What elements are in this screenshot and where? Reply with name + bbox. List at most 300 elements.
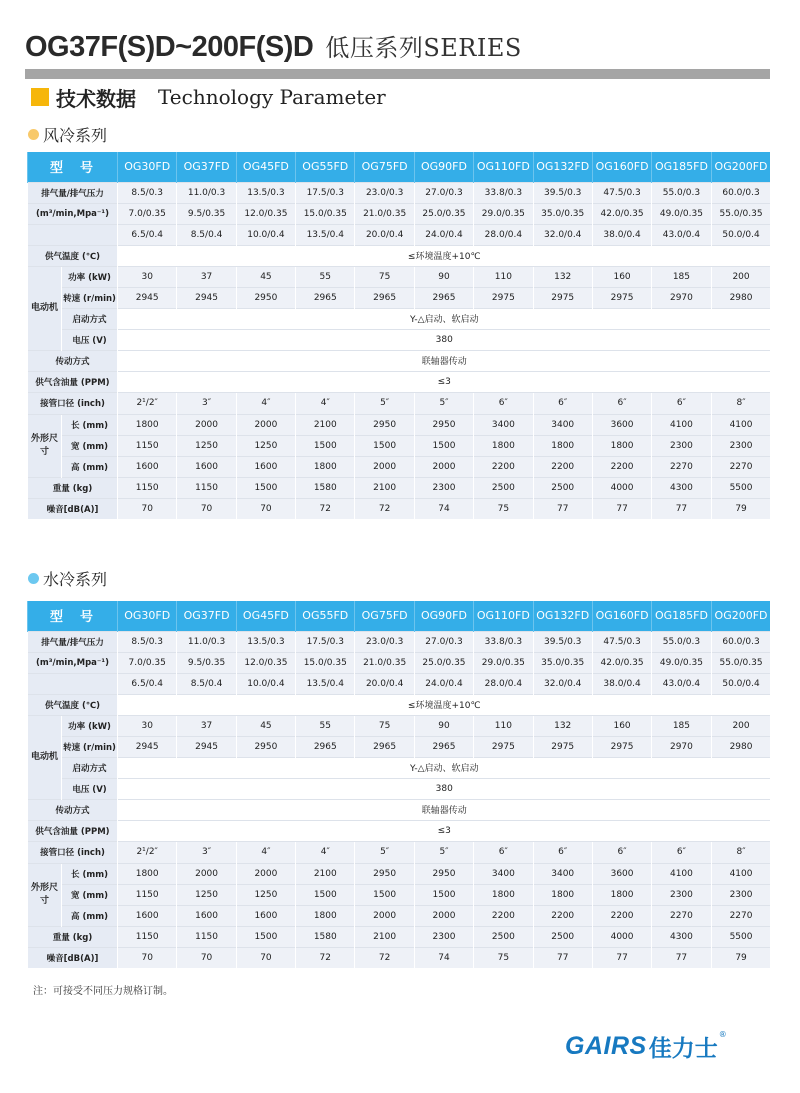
table-row — [28, 182, 771, 203]
dims-label: 外形尺寸 — [28, 863, 62, 926]
section-heading — [31, 84, 386, 110]
width-cell: 2300 — [711, 435, 770, 456]
power-cell: 30 — [118, 266, 177, 287]
table-row — [28, 350, 771, 371]
noise-cell: 75 — [474, 498, 533, 519]
table-row — [28, 820, 771, 841]
speed-label: 转速 (r/min) — [62, 736, 118, 757]
weight-cell: 1500 — [236, 926, 295, 947]
power-cell: 75 — [355, 266, 414, 287]
flow-cell: 47.5/0.3 — [592, 631, 651, 652]
width-label: 宽 (mm) — [62, 435, 118, 456]
noise-cell: 77 — [592, 947, 651, 968]
flow-cell: 43.0/0.4 — [652, 224, 711, 245]
air-cooled-title: 风冷系列 — [43, 125, 108, 145]
table-row — [28, 435, 771, 456]
supply-temp-value: ≤环境温度+10℃ — [118, 245, 771, 266]
height-cell: 2270 — [652, 905, 711, 926]
flow-cell: 32.0/0.4 — [533, 673, 592, 694]
height-label: 高 (mm) — [62, 456, 118, 477]
oil-label: 供气含油量 (PPM) — [28, 820, 118, 841]
flow-cell: 60.0/0.3 — [711, 631, 770, 652]
pipe-cell: 3″ — [177, 841, 236, 863]
motor-label: 电动机 — [28, 715, 62, 799]
speed-cell: 2965 — [355, 287, 414, 308]
flow-empty-label — [28, 673, 118, 694]
power-cell: 30 — [118, 715, 177, 736]
width-cell: 1500 — [296, 435, 355, 456]
oil-value: ≤3 — [118, 371, 771, 392]
speed-cell: 2980 — [711, 287, 770, 308]
pipe-cell: 6″ — [533, 841, 592, 863]
noise-cell: 70 — [236, 947, 295, 968]
table-row — [28, 477, 771, 498]
model-header-cell: OG55FD — [296, 601, 355, 631]
weight-cell: 1580 — [296, 477, 355, 498]
flow-cell: 60.0/0.3 — [711, 182, 770, 203]
blue-dot-icon — [28, 573, 39, 584]
width-cell: 1800 — [474, 435, 533, 456]
width-cell: 1800 — [474, 884, 533, 905]
table-row — [28, 392, 771, 414]
flow-cell: 27.0/0.3 — [414, 182, 473, 203]
flow-cell: 11.0/0.3 — [177, 631, 236, 652]
height-cell: 2270 — [652, 456, 711, 477]
weight-cell: 5500 — [711, 477, 770, 498]
height-cell: 2000 — [414, 456, 473, 477]
power-cell: 160 — [592, 266, 651, 287]
model-header-cell: OG45FD — [236, 152, 295, 182]
model-header-cell: OG200FD — [711, 601, 770, 631]
flow-cell: 6.5/0.4 — [118, 673, 177, 694]
power-cell: 37 — [177, 715, 236, 736]
speed-cell: 2975 — [474, 736, 533, 757]
model-header-label: 型 号 — [28, 601, 118, 631]
flow-cell: 55.0/0.35 — [711, 652, 770, 673]
table-row — [28, 652, 771, 673]
speed-cell: 2965 — [414, 287, 473, 308]
table-row — [28, 905, 771, 926]
pipe-cell: 5″ — [355, 841, 414, 863]
weight-cell: 2500 — [474, 926, 533, 947]
length-cell: 2000 — [236, 863, 295, 884]
pipe-label: 接管口径 (inch) — [28, 392, 118, 414]
pipe-label: 接管口径 (inch) — [28, 841, 118, 863]
length-cell: 4100 — [711, 863, 770, 884]
flow-cell: 20.0/0.4 — [355, 673, 414, 694]
weight-cell: 2300 — [414, 477, 473, 498]
flow-cell: 47.5/0.3 — [592, 182, 651, 203]
water-cooled-label — [28, 568, 107, 588]
width-cell: 1150 — [118, 435, 177, 456]
noise-cell: 75 — [474, 947, 533, 968]
flow-cell: 12.0/0.35 — [236, 203, 295, 224]
width-cell: 1250 — [177, 884, 236, 905]
pipe-cell: 6″ — [474, 841, 533, 863]
weight-cell: 1150 — [118, 477, 177, 498]
flow-cell: 15.0/0.35 — [296, 652, 355, 673]
width-cell: 1250 — [177, 435, 236, 456]
flow-cell: 7.0/0.35 — [118, 203, 177, 224]
noise-label: 噪音[dB(A)] — [28, 498, 118, 519]
power-cell: 75 — [355, 715, 414, 736]
flow-cell: 13.5/0.4 — [296, 224, 355, 245]
model-header-cell: OG30FD — [118, 601, 177, 631]
flow-cell: 35.0/0.35 — [533, 652, 592, 673]
length-cell: 2000 — [177, 863, 236, 884]
length-cell: 2950 — [355, 863, 414, 884]
pipe-cell: 6″ — [592, 392, 651, 414]
flow-cell: 28.0/0.4 — [474, 673, 533, 694]
model-header-cell: OG75FD — [355, 601, 414, 631]
width-cell: 1800 — [533, 435, 592, 456]
width-cell: 1500 — [296, 884, 355, 905]
speed-cell: 2965 — [296, 736, 355, 757]
flow-cell: 43.0/0.4 — [652, 673, 711, 694]
flow-cell: 21.0/0.35 — [355, 652, 414, 673]
pipe-cell: 6″ — [652, 841, 711, 863]
flow-cell: 11.0/0.3 — [177, 182, 236, 203]
pipe-cell: 8″ — [711, 841, 770, 863]
table-row — [28, 757, 771, 778]
flow-cell: 42.0/0.35 — [592, 652, 651, 673]
height-cell: 1600 — [236, 905, 295, 926]
table-row — [28, 863, 771, 884]
noise-cell: 72 — [296, 947, 355, 968]
length-cell: 3600 — [592, 414, 651, 435]
drive-value: 联轴器传动 — [118, 799, 771, 820]
table-row — [28, 884, 771, 905]
flow-cell: 10.0/0.4 — [236, 673, 295, 694]
voltage-value: 380 — [118, 778, 771, 799]
power-cell: 90 — [414, 266, 473, 287]
model-header-cell: OG160FD — [592, 601, 651, 631]
flow-cell: 10.0/0.4 — [236, 224, 295, 245]
weight-cell: 4300 — [652, 926, 711, 947]
weight-cell: 1150 — [177, 926, 236, 947]
flow-cell: 39.5/0.3 — [533, 631, 592, 652]
speed-cell: 2975 — [533, 287, 592, 308]
height-cell: 2270 — [711, 456, 770, 477]
model-header-cell: OG37FD — [177, 601, 236, 631]
flow-cell: 38.0/0.4 — [592, 673, 651, 694]
flow-cell: 17.5/0.3 — [296, 182, 355, 203]
flow-cell: 33.8/0.3 — [474, 182, 533, 203]
flow-cell: 23.0/0.3 — [355, 631, 414, 652]
table-row — [28, 799, 771, 820]
water-cooled-title: 水冷系列 — [43, 569, 108, 589]
weight-cell: 1580 — [296, 926, 355, 947]
flow-cell: 29.0/0.35 — [474, 203, 533, 224]
weight-cell: 4000 — [592, 926, 651, 947]
model-header-cell: OG75FD — [355, 152, 414, 182]
speed-cell: 2975 — [474, 287, 533, 308]
table-row — [28, 224, 771, 245]
noise-cell: 77 — [592, 498, 651, 519]
speed-cell: 2945 — [118, 287, 177, 308]
power-cell: 132 — [533, 715, 592, 736]
flow-cell: 13.5/0.3 — [236, 182, 295, 203]
pipe-cell: 6″ — [592, 841, 651, 863]
page-title — [25, 28, 522, 68]
flow-cell: 8.5/0.4 — [177, 673, 236, 694]
pipe-cell: 8″ — [711, 392, 770, 414]
weight-cell: 2500 — [533, 926, 592, 947]
length-cell: 3400 — [474, 863, 533, 884]
length-cell: 2000 — [236, 414, 295, 435]
start-value: Y-△启动、软启动 — [118, 308, 771, 329]
flow-cell: 23.0/0.3 — [355, 182, 414, 203]
speed-label: 转速 (r/min) — [62, 287, 118, 308]
noise-cell: 77 — [652, 947, 711, 968]
flow-cell: 8.5/0.3 — [118, 631, 177, 652]
pipe-cell: 2¹/2″ — [118, 841, 177, 863]
noise-cell: 70 — [118, 498, 177, 519]
power-cell: 110 — [474, 715, 533, 736]
table-row — [28, 631, 771, 652]
flow-cell: 13.5/0.3 — [236, 631, 295, 652]
speed-cell: 2965 — [296, 287, 355, 308]
supply-temp-label: 供气温度 (℃) — [28, 694, 118, 715]
table-row — [28, 414, 771, 435]
voltage-label: 电压 (V) — [62, 329, 118, 350]
pipe-cell: 2¹/2″ — [118, 392, 177, 414]
pipe-cell: 5″ — [355, 392, 414, 414]
flow-unit-label: (m³/min,Mpa⁻¹) — [28, 652, 118, 673]
width-label: 宽 (mm) — [62, 884, 118, 905]
length-cell: 3600 — [592, 863, 651, 884]
table-row — [28, 456, 771, 477]
pipe-cell: 4″ — [296, 841, 355, 863]
title-model: OG37F(S)D~200F(S)D — [25, 31, 314, 63]
noise-cell: 70 — [236, 498, 295, 519]
height-cell: 2200 — [474, 456, 533, 477]
flow-cell: 39.5/0.3 — [533, 182, 592, 203]
table-row — [28, 736, 771, 757]
table-row — [28, 308, 771, 329]
width-cell: 1250 — [236, 884, 295, 905]
pipe-cell: 4″ — [236, 392, 295, 414]
flow-cell: 35.0/0.35 — [533, 203, 592, 224]
flow-cell: 12.0/0.35 — [236, 652, 295, 673]
model-header-cell: OG110FD — [474, 152, 533, 182]
noise-cell: 72 — [355, 947, 414, 968]
start-label: 启动方式 — [62, 757, 118, 778]
weight-cell: 2500 — [533, 477, 592, 498]
weight-cell: 1150 — [118, 926, 177, 947]
flow-cell: 29.0/0.35 — [474, 652, 533, 673]
flow-cell: 33.8/0.3 — [474, 631, 533, 652]
speed-cell: 2950 — [236, 287, 295, 308]
speed-cell: 2965 — [355, 736, 414, 757]
speed-cell: 2975 — [592, 287, 651, 308]
weight-label: 重量 (kg) — [28, 477, 118, 498]
height-label: 高 (mm) — [62, 905, 118, 926]
flow-cell: 21.0/0.35 — [355, 203, 414, 224]
table-row — [28, 778, 771, 799]
power-label: 功率 (kW) — [62, 266, 118, 287]
width-cell: 2300 — [711, 884, 770, 905]
noise-cell: 77 — [652, 498, 711, 519]
height-cell: 2200 — [533, 456, 592, 477]
table-row — [28, 203, 771, 224]
flow-unit-label: (m³/min,Mpa⁻¹) — [28, 203, 118, 224]
weight-cell: 5500 — [711, 926, 770, 947]
length-cell: 3400 — [533, 863, 592, 884]
length-cell: 1800 — [118, 863, 177, 884]
weight-label: 重量 (kg) — [28, 926, 118, 947]
logo-en: GAIRS — [565, 1032, 647, 1060]
weight-cell: 2500 — [474, 477, 533, 498]
footnote: 注：可接受不同压力规格订制。 — [33, 986, 173, 997]
drive-label: 传动方式 — [28, 799, 118, 820]
flow-cell: 55.0/0.3 — [652, 631, 711, 652]
height-cell: 2000 — [355, 456, 414, 477]
model-header-cell: OG30FD — [118, 152, 177, 182]
flow-cell: 13.5/0.4 — [296, 673, 355, 694]
noise-cell: 74 — [414, 498, 473, 519]
width-cell: 1500 — [414, 884, 473, 905]
flow-cell: 28.0/0.4 — [474, 224, 533, 245]
model-header-cell: OG45FD — [236, 601, 295, 631]
noise-cell: 72 — [296, 498, 355, 519]
speed-cell: 2970 — [652, 736, 711, 757]
model-header-cell: OG110FD — [474, 601, 533, 631]
flow-cell: 8.5/0.3 — [118, 182, 177, 203]
air-cooled-spec-table — [27, 152, 770, 519]
height-cell: 2200 — [533, 905, 592, 926]
flow-cell: 55.0/0.35 — [711, 203, 770, 224]
logo-reg: ® — [718, 1030, 727, 1039]
height-cell: 1600 — [177, 905, 236, 926]
table-header-row — [28, 152, 771, 182]
power-cell: 160 — [592, 715, 651, 736]
orange-dot-icon — [28, 129, 39, 140]
flow-cell: 7.0/0.35 — [118, 652, 177, 673]
speed-cell: 2945 — [177, 287, 236, 308]
table-row — [28, 694, 771, 715]
noise-cell: 74 — [414, 947, 473, 968]
flow-cell: 8.5/0.4 — [177, 224, 236, 245]
length-cell: 3400 — [474, 414, 533, 435]
length-cell: 4100 — [652, 414, 711, 435]
speed-cell: 2975 — [533, 736, 592, 757]
pipe-cell: 5″ — [414, 392, 473, 414]
model-header-cell: OG200FD — [711, 152, 770, 182]
flow-cell: 24.0/0.4 — [414, 673, 473, 694]
model-header-cell: OG185FD — [652, 152, 711, 182]
noise-cell: 70 — [177, 947, 236, 968]
start-label: 启动方式 — [62, 308, 118, 329]
power-cell: 185 — [652, 266, 711, 287]
width-cell: 1500 — [355, 884, 414, 905]
start-value: Y-△启动、软启动 — [118, 757, 771, 778]
power-cell: 45 — [236, 266, 295, 287]
length-cell: 4100 — [711, 414, 770, 435]
height-cell: 1600 — [118, 905, 177, 926]
flow-label: 排气量/排气压力 — [28, 182, 118, 203]
flow-cell: 32.0/0.4 — [533, 224, 592, 245]
flow-cell: 25.0/0.35 — [414, 203, 473, 224]
noise-cell: 79 — [711, 498, 770, 519]
length-label: 长 (mm) — [62, 863, 118, 884]
pipe-cell: 4″ — [296, 392, 355, 414]
motor-label: 电动机 — [28, 266, 62, 350]
power-cell: 200 — [711, 266, 770, 287]
length-cell: 3400 — [533, 414, 592, 435]
dims-label: 外形尺寸 — [28, 414, 62, 477]
flow-cell: 6.5/0.4 — [118, 224, 177, 245]
pipe-cell: 6″ — [533, 392, 592, 414]
oil-value: ≤3 — [118, 820, 771, 841]
power-cell: 90 — [414, 715, 473, 736]
width-cell: 1500 — [355, 435, 414, 456]
height-cell: 1600 — [118, 456, 177, 477]
flow-cell: 49.0/0.35 — [652, 203, 711, 224]
pipe-cell: 5″ — [414, 841, 473, 863]
flow-cell: 15.0/0.35 — [296, 203, 355, 224]
flow-empty-label — [28, 224, 118, 245]
brand-logo — [565, 1030, 727, 1063]
power-cell: 45 — [236, 715, 295, 736]
pipe-cell: 6″ — [652, 392, 711, 414]
flow-cell: 25.0/0.35 — [414, 652, 473, 673]
width-cell: 2300 — [652, 435, 711, 456]
noise-cell: 79 — [711, 947, 770, 968]
power-cell: 55 — [296, 715, 355, 736]
table-row — [28, 947, 771, 968]
section-square-icon — [31, 88, 49, 106]
water-cooled-spec-table — [27, 601, 770, 968]
height-cell: 2200 — [592, 905, 651, 926]
power-cell: 200 — [711, 715, 770, 736]
noise-cell: 77 — [533, 947, 592, 968]
flow-cell: 9.5/0.35 — [177, 652, 236, 673]
width-cell: 2300 — [652, 884, 711, 905]
table-row — [28, 371, 771, 392]
table-header-row — [28, 601, 771, 631]
width-cell: 1150 — [118, 884, 177, 905]
weight-cell: 1500 — [236, 477, 295, 498]
length-cell: 2100 — [296, 414, 355, 435]
flow-cell: 27.0/0.3 — [414, 631, 473, 652]
speed-cell: 2975 — [592, 736, 651, 757]
length-cell: 1800 — [118, 414, 177, 435]
height-cell: 1800 — [296, 905, 355, 926]
height-cell: 2000 — [355, 905, 414, 926]
length-cell: 2950 — [414, 414, 473, 435]
flow-label: 排气量/排气压力 — [28, 631, 118, 652]
height-cell: 2000 — [414, 905, 473, 926]
height-cell: 1600 — [236, 456, 295, 477]
speed-cell: 2965 — [414, 736, 473, 757]
length-label: 长 (mm) — [62, 414, 118, 435]
pipe-cell: 6″ — [474, 392, 533, 414]
weight-cell: 4000 — [592, 477, 651, 498]
height-cell: 2200 — [474, 905, 533, 926]
model-header-cell: OG160FD — [592, 152, 651, 182]
flow-cell: 20.0/0.4 — [355, 224, 414, 245]
width-cell: 1500 — [414, 435, 473, 456]
model-header-cell: OG90FD — [414, 601, 473, 631]
width-cell: 1800 — [533, 884, 592, 905]
model-header-cell: OG132FD — [533, 601, 592, 631]
model-header-cell: OG185FD — [652, 601, 711, 631]
power-cell: 110 — [474, 266, 533, 287]
pipe-cell: 4″ — [236, 841, 295, 863]
model-header-label: 型 号 — [28, 152, 118, 182]
weight-cell: 2100 — [355, 477, 414, 498]
